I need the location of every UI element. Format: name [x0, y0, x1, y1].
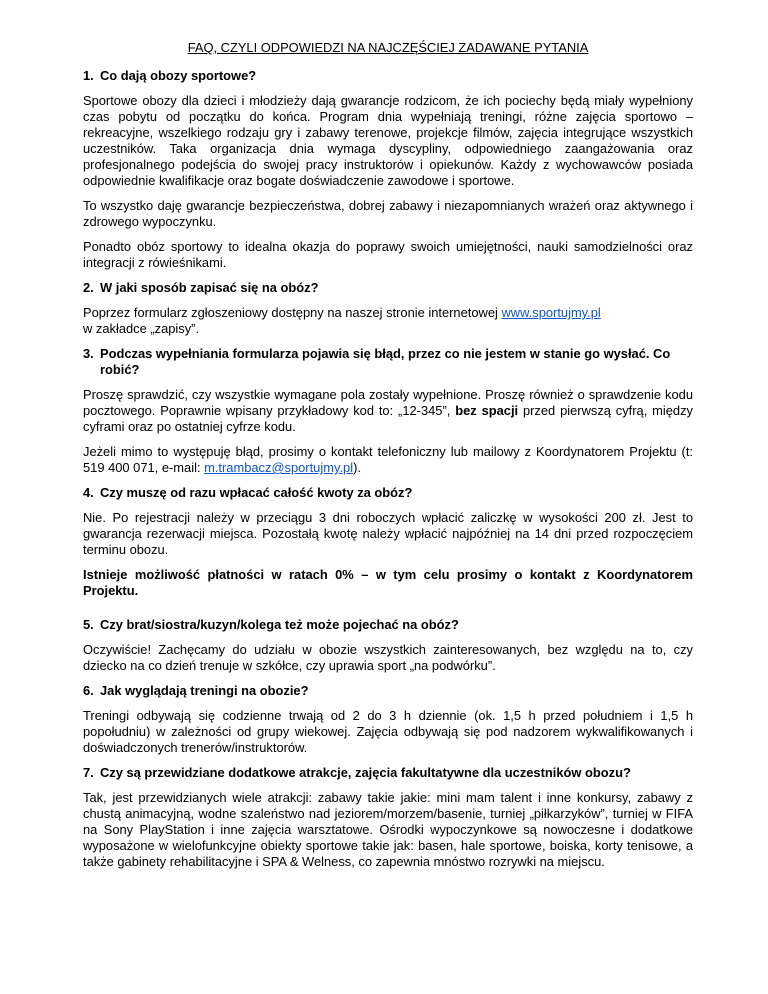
answer-3-paragraph-2	[83, 444, 693, 476]
answer-text: przed pierwszą cyfrą, między cyframi oraz po ostatniej cyfrze kodu.	[83, 403, 693, 434]
answer-7-paragraph: Tak, jest przewidzianych wiele atrakcji: zabawy takie jakie: mini mam talent i inne konkursy, zabawy z chustą animacyjną, wodne szaleństwo nad jeziorem/morzem/basenie, turniej „piłkarzyków”, turniej w FIFA na Sony PlayStation i inne zajęcia warsztatowe. Ośrodki wypoczynkowe są nowoczesne i dodatkowe wyposażone w wielofunkcyjne obiekty sportowe takie jak: basen, hale sportowe, boiska, korty tenisowe, a także gabinety rehabilitacyjne i SPA & Welness, co zapewnia mnóstwo rozrywki na miejscu.	[83, 790, 693, 869]
question-text: Czy muszę od razu wpłacać całość kwoty za obóz?	[100, 485, 413, 500]
question-1	[83, 68, 693, 84]
emphasis-text: bez spacji	[455, 403, 519, 418]
question-number: 7.	[83, 765, 94, 780]
answer-3-paragraph-1	[83, 387, 693, 435]
website-link[interactable]: www.sportujmy.pl	[501, 305, 601, 320]
question-number: 5.	[83, 617, 94, 632]
answer-1-paragraph-3: Ponadto obóz sportowy to idealna okazja do poprawy swoich umiejętności, nauki samodzielności oraz integracji z rówieśnikami.	[83, 239, 693, 270]
answer-6-paragraph: Treningi odbywają się codzienne trwają od 2 do 3 h dziennie (ok. 1,5 h przed południem i 1,5 h popołudniu) w zależności od grupy wiekowej. Zajęcia odbywają się pod nadzorem wykwalifikowanych i doświadczonych trenerów/instruktorów.	[83, 708, 693, 755]
emphasis-text: Istnieje możliwość płatności w ratach 0% – w tym celu prosimy o kontakt z Koordynatorem Projektu.	[83, 567, 693, 598]
answer-text: w zakładce „zapisy”.	[83, 321, 200, 336]
answer-text: Proszę sprawdzić, czy wszystkie wymagane pola zostały wypełnione. Proszę również o sprawdzenie kodu pocztowego. Poprawnie wpisany przykładowy kod to: „12-345”,	[83, 387, 693, 418]
question-number: 2.	[83, 280, 94, 295]
question-number: 1.	[83, 68, 94, 83]
page-title: FAQ, CZYLI ODPOWIEDZI NA NAJCZĘŚCIEJ ZADAWANE PYTANIA	[187, 40, 589, 55]
answer-1-paragraph-2: To wszystko daję gwarancje bezpieczeństwa, dobrej zabawy i niezapomnianych wrażeń oraz aktywnego i zdrowego wypoczynku.	[83, 198, 693, 229]
question-number: 6.	[83, 683, 94, 698]
answer-1-paragraph-1: Sportowe obozy dla dzieci i młodzieży dają gwarancje rodzicom, że ich pociechy będą miały wypełniony czas pobytu od początku do końca. Program dnia wypełniają treningi, różne zajęcia sportowo – rekreacyjne, wszelkiego rodzaju gry i zabawy terenowe, projekcje filmów, zajęcia integrujące wszystkich uczestników. Taka organizacja dnia wymaga dyscypliny, odpowiedniego zaangażowania oraz profesjonalnego podejścia do swojej pracy instruktorów i opiekunów. Każdy z wychowawców posiada odpowiednie kwalifikacje oraz bogate doświadczenie zawodowe i sportowe.	[83, 93, 693, 188]
question-4	[83, 485, 693, 501]
question-number: 4.	[83, 485, 94, 500]
answer-text: Jeżeli mimo to występuję błąd, prosimy o kontakt telefoniczny lub mailowy z Koordynatorem Projektu (t: 519 400 071, e-mail:	[83, 444, 693, 475]
question-5	[83, 617, 693, 633]
question-text: Czy brat/siostra/kuzyn/kolega też może pojechać na obóz?	[100, 617, 459, 632]
question-text: Podczas wypełniania formularza pojawia się błąd, przez co nie jestem w stanie go wysłać. Co robić?	[100, 346, 671, 377]
question-text: Co dają obozy sportowe?	[100, 68, 257, 83]
question-text: Jak wyglądają treningi na obozie?	[100, 683, 309, 698]
question-text: Czy są przewidziane dodatkowe atrakcje, zajęcia fakultatywne dla uczestników obozu?	[100, 765, 631, 780]
question-3	[83, 346, 693, 378]
question-7	[83, 765, 693, 781]
answer-text: Poprzez formularz zgłoszeniowy dostępny na naszej stronie internetowej	[83, 305, 502, 320]
answer-4-paragraph-1: Nie. Po rejestracji należy w przeciągu 3 dni roboczych wpłacić zaliczkę w wysokości 200 zł. Jest to gwarancja rezerwacji miejsca. Pozostałą kwotę należy wpłacić najpóźniej na 14 dni przed rozpoczęciem terminu obozu.	[83, 510, 693, 557]
answer-2-paragraph	[83, 305, 693, 337]
answer-5-paragraph: Oczywiście! Zachęcamy do udziału w obozie wszystkich zainteresowanych, bez względu na to, czy dziecko na co dzień trenuje w szkółce, czy uprawia sport „na podwórku”.	[83, 642, 693, 673]
document-page	[83, 40, 693, 879]
answer-4-paragraph-2	[83, 567, 693, 599]
question-number: 3.	[83, 346, 94, 361]
question-2	[83, 280, 693, 296]
email-link[interactable]: m.trambacz@sportujmy.pl	[204, 460, 354, 475]
question-6	[83, 683, 693, 699]
answer-text: ).	[353, 460, 361, 475]
question-text: W jaki sposób zapisać się na obóz?	[100, 280, 319, 295]
